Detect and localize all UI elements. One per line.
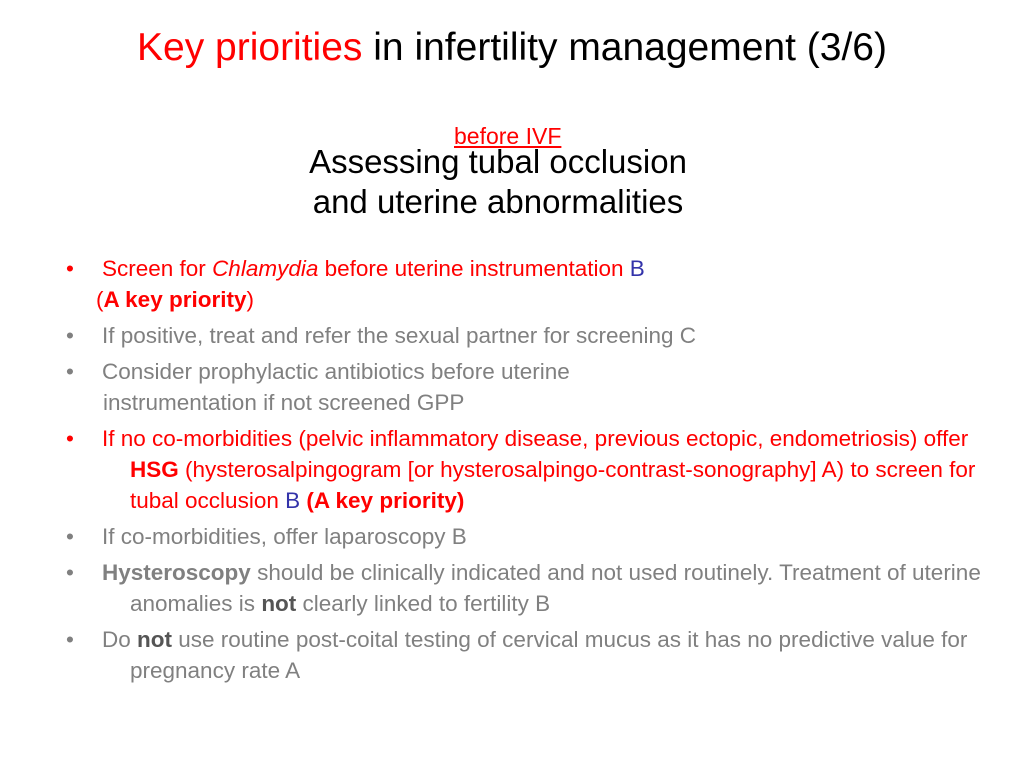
bullet-text: use routine post-coital testing of cervical mucus as it has no predictive value for pregnancy rate A bbox=[130, 627, 968, 683]
grade-label: B bbox=[285, 488, 301, 513]
paren-open: ( bbox=[96, 287, 104, 312]
before-ivf-note: before IVF bbox=[454, 123, 562, 149]
not-emphasis: not bbox=[137, 627, 172, 652]
bullet-chlamydia-screen bbox=[30, 253, 1000, 315]
key-priority-line bbox=[30, 284, 1000, 315]
bullet-text: clearly linked to fertility B bbox=[296, 591, 551, 616]
slide-subtitle bbox=[0, 142, 996, 222]
paren-close: ) bbox=[246, 287, 254, 312]
subtitle-line-1: Assessing tubal occlusion bbox=[309, 143, 687, 180]
bullet-text: Do bbox=[102, 627, 138, 652]
bullet-text: Screen for bbox=[102, 256, 213, 281]
slide-title bbox=[0, 24, 1024, 72]
bullet-text: should be clinically indicated and not used routinely. Treatment of uterine anomalies is bbox=[130, 560, 981, 616]
hysteroscopy-term: Hysteroscopy bbox=[102, 560, 251, 585]
bullet-text: before uterine instrumentation bbox=[318, 256, 630, 281]
bullet-post-coital-testing bbox=[30, 624, 1000, 686]
bullet-text: If no co-morbidities (pelvic inflammatory disease, previous ectopic, endometriosis) offer bbox=[102, 426, 969, 451]
bullet-text-continued: instrumentation if not screened GPP bbox=[103, 390, 465, 415]
title-highlight: Key priorities bbox=[137, 26, 363, 69]
bullet-dot: • bbox=[66, 627, 74, 652]
bullet-treat-partner bbox=[30, 320, 1000, 351]
title-rest: in infertility management (3/6) bbox=[362, 26, 887, 69]
bullet-dot: • bbox=[66, 359, 74, 384]
hsg-term: HSG bbox=[130, 457, 179, 482]
bullet-text: (hysterosalpingogram [or hysterosalpingo-contrast-sonography] A) to screen for tubal occlusion bbox=[130, 457, 976, 513]
grade-label: B bbox=[629, 256, 645, 281]
bullet-text: If positive, treat and refer the sexual partner for screening C bbox=[102, 323, 697, 348]
bullet-dot: • bbox=[66, 323, 74, 348]
bullet-list bbox=[30, 253, 1000, 691]
key-priority-label: (A key priority) bbox=[300, 488, 465, 513]
bullet-dot: • bbox=[66, 256, 74, 281]
bullet-laparoscopy bbox=[30, 521, 1000, 552]
bullet-prophylactic-antibiotics bbox=[30, 356, 1000, 418]
bullet-hsg-offer bbox=[30, 423, 1000, 516]
subtitle-line-2: and uterine abnormalities bbox=[312, 183, 684, 220]
bullet-text: Consider prophylactic antibiotics before uterine bbox=[102, 359, 570, 384]
not-emphasis: not bbox=[261, 591, 297, 616]
chlamydia-term: Chlamydia bbox=[212, 256, 319, 281]
bullet-dot: • bbox=[66, 560, 74, 585]
key-priority-label: A key priority bbox=[103, 287, 247, 312]
bullet-text: If co-morbidities, offer laparoscopy B bbox=[102, 524, 467, 549]
bullet-hysteroscopy bbox=[30, 557, 1000, 619]
bullet-dot: • bbox=[66, 426, 74, 451]
bullet-dot: • bbox=[66, 524, 74, 549]
